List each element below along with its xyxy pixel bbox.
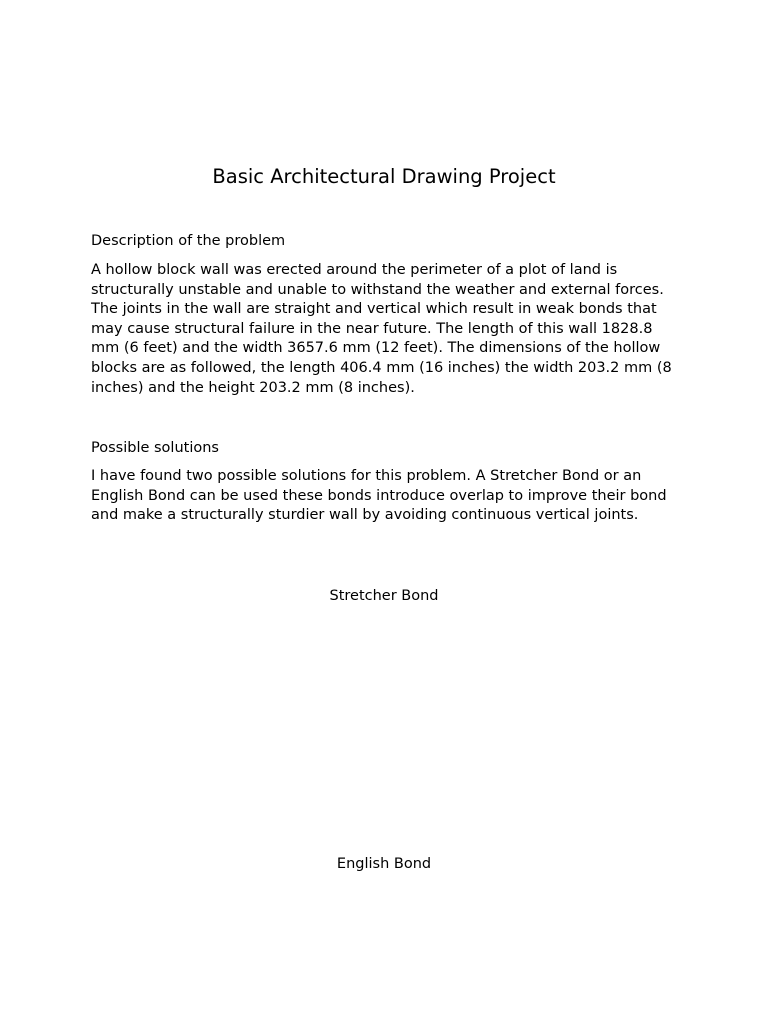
figure-caption-stretcher-bond: Stretcher Bond [329, 588, 439, 604]
document-title: Basic Architectural Drawing Project [212, 165, 556, 188]
section-heading-solutions: Possible solutions [91, 440, 219, 456]
figure-caption-english-bond: English Bond [336, 856, 432, 872]
figure-area-stretcher-bond [91, 612, 677, 847]
section-body-description: A hollow block wall was erected around the perimeter of a plot of land is structurally unstable and unable to withstand the weather and external forces. The joints in the wall are straight and vertical which result in weak bonds that may cause structural failure in the near future. The length of this wall 1828.8 mm (6 feet) and the width 3657.6 mm (12 feet). The dimensions of the hollow blocks are as followed, the length 406.4 mm (16 inches) the width 203.2 mm (8 inches) and the height 203.2 mm (8 inches). [91, 262, 672, 396]
section-body-solutions: I have found two possible solutions for this problem. A Stretcher Bond or an English Bond can be used these bonds introduce overlap to improve their bond and make a structurally sturdier wall by avoiding continuous vertical joints. [91, 468, 667, 524]
section-heading-description: Description of the problem [91, 233, 286, 249]
figure-area-english-bond [91, 880, 677, 1010]
